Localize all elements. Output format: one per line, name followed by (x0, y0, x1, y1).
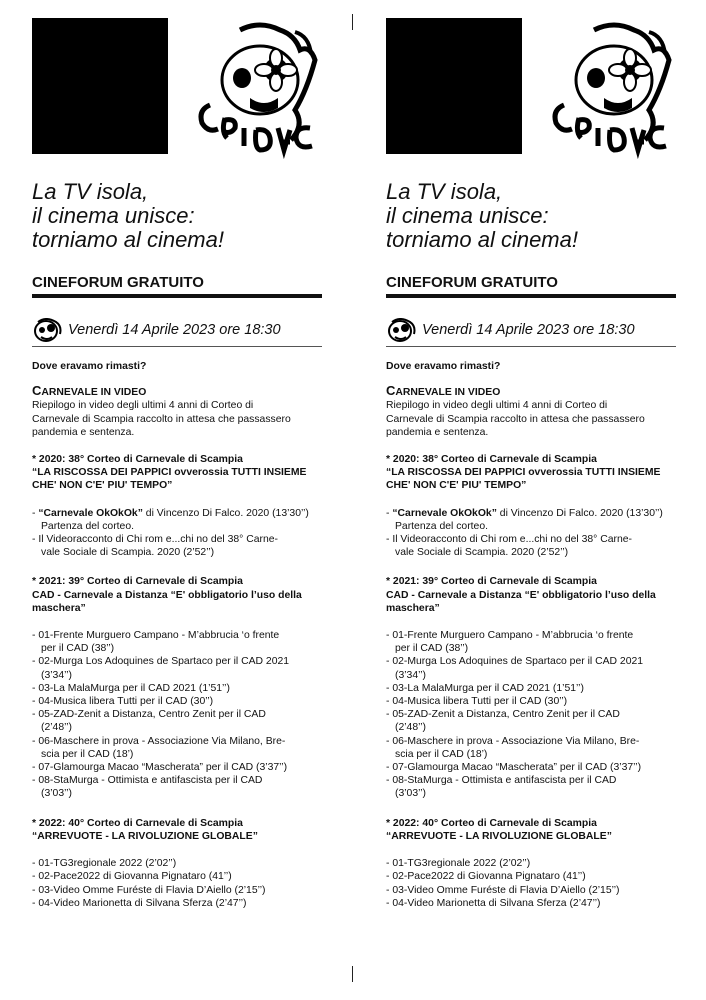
section-2021 (386, 575, 681, 800)
list-item: - 06-Maschere in prova - Associazione Via Milano, Bre- (386, 735, 640, 747)
cridac-logo-icon (180, 20, 330, 170)
slogan (386, 180, 676, 252)
flyer-right (386, 0, 676, 1000)
section-title-line: CAD - Carnevale a Distanza “E' obbligatorio l’uso della (386, 589, 656, 601)
list-item: - 02-Murga Los Adoquines de Spartaco per il CAD 2021 (32, 656, 290, 668)
section-heading: CARNEVALE IN VIDEO (32, 383, 147, 399)
section-2021 (32, 575, 327, 800)
intro-line: pandemia e sentenza. (32, 426, 135, 438)
slogan-line: il cinema unisce: (386, 203, 549, 228)
list-item: - “Carnevale OkOkOk” di Vincenzo Di Falco. 2020 (13’30’’) (386, 507, 663, 519)
event-date: Venerdì 14 Aprile 2023 ore 18:30 (68, 322, 281, 338)
section-2022 (32, 817, 327, 910)
intro-line: Riepilogo in video degli ultimi 4 anni di Corteo di (386, 400, 608, 412)
list-item: - 05-ZAD-Zenit a Distanza, Centro Zenit per il CAD (386, 709, 620, 721)
section-title-line: maschera” (386, 602, 440, 614)
list-item-cont: vale Sociale di Scampia. 2020 (2’52’’) (41, 547, 215, 559)
section-heading: CARNEVALE IN VIDEO (386, 383, 501, 399)
slogan-line: torniamo al cinema! (386, 227, 578, 252)
list-item: - 03-Video Omme Furéste di Flavia D’Aiello (2’15’’) (386, 884, 620, 896)
section-title-line: * 2020: 38° Corteo di Carnevale di Scampia (386, 454, 597, 466)
intro-line: pandemia e sentenza. (386, 426, 489, 438)
list-item: - “Carnevale OkOkOk” di Vincenzo Di Falco. 2020 (13’30’’) (32, 507, 309, 519)
list-item: - 02-Pace2022 di Giovanna Pignataro (41’’) (32, 871, 232, 883)
list-2022 (32, 857, 327, 910)
section-title-line: “LA RISCOSSA DEI PAPPICI ovverossia TUTTI INSIEME (32, 467, 307, 479)
section-title-line: CHE' NON C'E' PIU' TEMPO” (32, 480, 173, 492)
list-item-cont: vale Sociale di Scampia. 2020 (2’52’’) (395, 547, 569, 559)
list-item: - 03-La MalaMurga per il CAD 2021 (1’51’’) (386, 682, 584, 694)
list-item-cont: per il CAD (38’’) (395, 643, 469, 655)
section-title-line: “ARREVUOTE - LA RIVOLUZIONE GLOBALE” (32, 830, 258, 842)
section-title-line: * 2020: 38° Corteo di Carnevale di Scampia (32, 454, 243, 466)
section-title-line: * 2021: 39° Corteo di Carnevale di Scampia (386, 576, 597, 588)
skull-flower-icon (32, 318, 62, 344)
list-item: - 07-Glamourga Macao “Mascherata” per il CAD (3’37’’) (32, 762, 288, 774)
list-item: - 02-Pace2022 di Giovanna Pignataro (41’’) (386, 871, 586, 883)
list-item: - 05-ZAD-Zenit a Distanza, Centro Zenit per il CAD (32, 709, 266, 721)
list-2022 (386, 857, 681, 910)
slogan-line: il cinema unisce: (32, 203, 195, 228)
event-row (386, 318, 676, 344)
heading-rule (32, 294, 322, 298)
list-item-cont: (3’03’’) (41, 788, 72, 800)
black-image-placeholder (32, 18, 168, 154)
heading-rule (386, 294, 676, 298)
section-title-line: * 2022: 40° Corteo di Carnevale di Scampia (386, 817, 597, 829)
program-body (386, 360, 681, 910)
list-item: - 01-Frente Murguero Campano - M’abbrucia ‘o frente (386, 630, 634, 642)
list-2021 (386, 629, 681, 801)
list-item-cont: (2’48’’) (395, 722, 426, 734)
list-item: - 02-Murga Los Adoquines de Spartaco per il CAD 2021 (386, 656, 644, 668)
cut-mark-bottom (352, 966, 353, 982)
list-item: - 04-Musica libera Tutti per il CAD (30’’) (386, 696, 568, 708)
list-item: - 08-StaMurga - Ottimista e antifascista per il CAD (32, 775, 263, 787)
intro-line: Carnevale di Scampia raccolto in attesa che passassero (386, 413, 645, 425)
section-title-line: CHE' NON C'E' PIU' TEMPO” (386, 480, 527, 492)
list-item-cont: (3’03’’) (395, 788, 426, 800)
cineforum-heading: CINEFORUM GRATUITO (32, 274, 204, 291)
slogan-line: La TV isola, (32, 179, 149, 204)
flyer-left (32, 0, 322, 1000)
section-title-line: * 2022: 40° Corteo di Carnevale di Scampia (32, 817, 243, 829)
list-item-cont: scia per il CAD (18’) (395, 748, 488, 760)
list-item: - 04-Musica libera Tutti per il CAD (30’’) (32, 696, 214, 708)
list-item-cont: (3’34’’) (395, 669, 426, 681)
list-item: - 04-Video Marionetta di Silvana Sferza (2’47’’) (386, 897, 601, 909)
list-item-cont: Partenza del corteo. (395, 520, 488, 532)
event-date: Venerdì 14 Aprile 2023 ore 18:30 (422, 322, 635, 338)
section-title-line: * 2021: 39° Corteo di Carnevale di Scampia (32, 576, 243, 588)
list-item: - 08-StaMurga - Ottimista e antifascista per il CAD (386, 775, 617, 787)
section-2022 (386, 817, 681, 910)
list-item: - 03-Video Omme Furéste di Flavia D’Aiello (2’15’’) (32, 884, 266, 896)
list-item: - 03-La MalaMurga per il CAD 2021 (1’51’’) (32, 682, 230, 694)
slogan-line: La TV isola, (386, 179, 503, 204)
list-item: - 01-TG3regionale 2022 (2’02’’) (386, 858, 531, 870)
list-item: - Il Videoracconto di Chi rom e...chi no del 38° Carne- (32, 534, 278, 546)
event-row (32, 318, 322, 344)
list-item-cont: (2’48’’) (41, 722, 72, 734)
list-item: - 01-Frente Murguero Campano - M’abbrucia ‘o frente (32, 630, 280, 642)
skull-flower-icon (386, 318, 416, 344)
section-title-line: “ARREVUOTE - LA RIVOLUZIONE GLOBALE” (386, 830, 612, 842)
cridac-logo-icon (534, 20, 684, 170)
event-rule (32, 346, 322, 347)
list-item-cont: Partenza del corteo. (41, 520, 134, 532)
intro-line: Riepilogo in video degli ultimi 4 anni di Corteo di (32, 400, 254, 412)
list-item-cont: scia per il CAD (18’) (41, 748, 134, 760)
list-item: - 07-Glamourga Macao “Mascherata” per il CAD (3’37’’) (386, 762, 642, 774)
section-2020 (32, 453, 327, 559)
list-2021 (32, 629, 327, 801)
list-item: - 01-TG3regionale 2022 (2’02’’) (32, 858, 177, 870)
intro-line: Carnevale di Scampia raccolto in attesa che passassero (32, 413, 291, 425)
program-body (32, 360, 327, 910)
list-item: - Il Videoracconto di Chi rom e...chi no del 38° Carne- (386, 534, 632, 546)
where-line: Dove eravamo rimasti? (32, 361, 147, 372)
list-item-cont: per il CAD (38’’) (41, 643, 115, 655)
section-2020 (386, 453, 681, 559)
slogan-line: torniamo al cinema! (32, 227, 224, 252)
where-line: Dove eravamo rimasti? (386, 361, 501, 372)
section-title-line: CAD - Carnevale a Distanza “E' obbligatorio l’uso della (32, 589, 302, 601)
list-item: - 06-Maschere in prova - Associazione Via Milano, Bre- (32, 735, 286, 747)
section-title-line: maschera” (32, 602, 86, 614)
cut-mark-top (352, 14, 353, 30)
section-title-line: “LA RISCOSSA DEI PAPPICI ovverossia TUTTI INSIEME (386, 467, 661, 479)
black-image-placeholder (386, 18, 522, 154)
slogan (32, 180, 322, 252)
cineforum-heading: CINEFORUM GRATUITO (386, 274, 558, 291)
event-rule (386, 346, 676, 347)
list-item: - 04-Video Marionetta di Silvana Sferza (2’47’’) (32, 897, 247, 909)
list-item-cont: (3’34’’) (41, 669, 72, 681)
